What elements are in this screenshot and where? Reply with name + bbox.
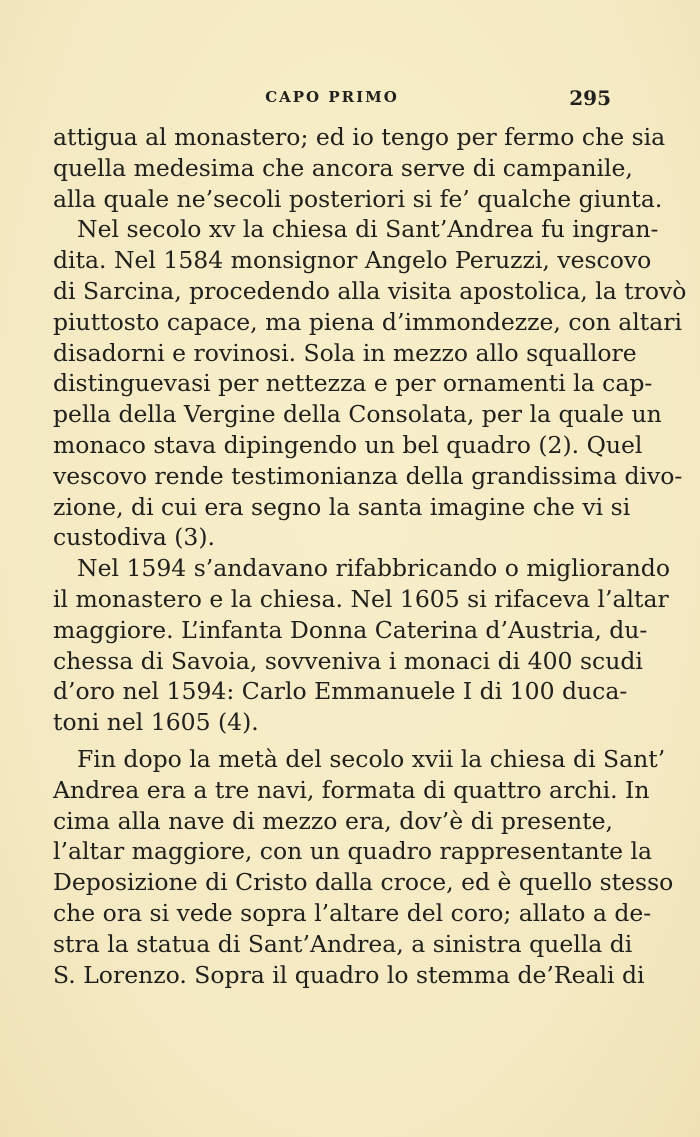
text-line: il monastero e la chiesa. Nel 1605 si rifaceva l’altar <box>53 584 669 613</box>
text-line: S. Lorenzo. Sopra il quadro lo stemma de’Reali di <box>53 960 645 989</box>
text-line: disadorni e rovinosi. Sola in mezzo allo squallore <box>53 338 637 367</box>
paragraph-start-line: Nel secolo xv la chiesa di Sant’Andrea fu ingran- <box>77 215 659 244</box>
text-line: chessa di Savoia, sovveniva i monaci di 400 scudi <box>53 646 643 675</box>
text-line: cima alla nave di mezzo era, dov’è di presente, <box>53 806 613 835</box>
text-line: quella medesima che ancora serve di campanile, <box>53 153 633 182</box>
text-line: pella della Vergine della Consolata, per la quale un <box>53 400 662 429</box>
paragraph-start-line: Fin dopo la metà del secolo xvii la chiesa di Sant’ <box>77 744 666 773</box>
text-line: Deposizione di Cristo dalla croce, ed è quello stesso <box>53 868 674 897</box>
text-line: l’altar maggiore, con un quadro rappresentante la <box>53 837 653 866</box>
page-number: 295 <box>569 86 611 110</box>
text-line: d’oro nel 1594: Carlo Emmanuele I di 100 duca- <box>53 677 628 706</box>
text-line: di Sarcina, procedendo alla visita apostolica, la trovò <box>53 276 687 305</box>
text-line: zione, di cui era segno la santa imagine che vi si <box>53 492 631 521</box>
text-line: alla quale ne’secoli posteriori si fe’ qualche giunta. <box>53 184 663 213</box>
text-line: che ora si vede sopra l’altare del coro; allato a de- <box>53 898 652 927</box>
running-head: CAPO PRIMO <box>265 88 399 106</box>
text-line: dita. Nel 1584 monsignor Angelo Peruzzi, vescovo <box>53 246 652 275</box>
text-line: custodiva (3). <box>53 523 216 552</box>
body-text <box>53 122 687 990</box>
text-line: monaco stava dipingendo un bel quadro (2). Quel <box>53 430 643 459</box>
paragraph-start-line: Nel 1594 s’andavano rifabbricando o migliorando <box>77 554 670 583</box>
text-line: stra la statua di Sant’Andrea, a sinistra quella di <box>53 929 633 958</box>
text-line: Andrea era a tre navi, formata di quattro archi. In <box>53 775 650 804</box>
text-line: vescovo rende testimonianza della grandissima divo- <box>53 461 683 490</box>
text-line: maggiore. L’infanta Donna Caterina d’Austria, du- <box>53 615 648 644</box>
text-line: piuttosto capace, ma piena d’immondezze, con altari <box>53 307 683 336</box>
text-line: attigua al monastero; ed io tengo per fermo che sia <box>53 123 666 151</box>
text-line: distinguevasi per nettezza e per ornamenti la cap- <box>53 369 653 398</box>
page-header <box>53 86 611 110</box>
text-line: toni nel 1605 (4). <box>53 708 259 737</box>
